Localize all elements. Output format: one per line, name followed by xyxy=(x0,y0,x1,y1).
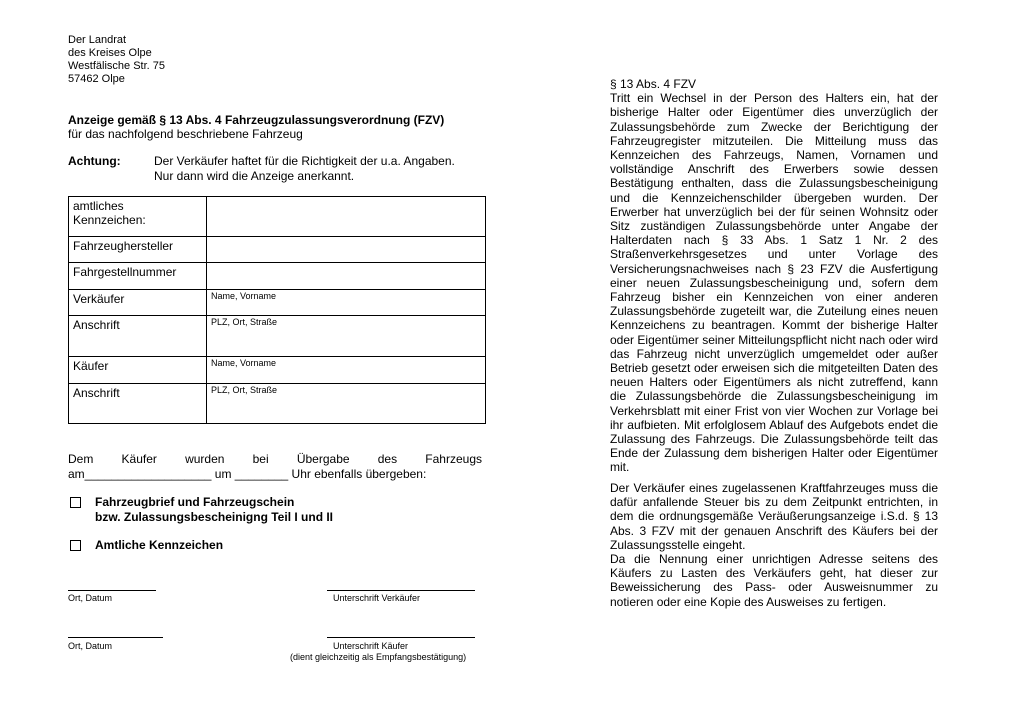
field-hint: Name, Vorname xyxy=(211,358,277,368)
handover-text xyxy=(68,452,482,482)
form-label xyxy=(69,197,207,237)
signature-caption: Ort, Datum xyxy=(68,593,113,603)
notice-line: Der Verkäufer haftet für die Richtigkeit der u.a. Angaben. xyxy=(154,154,455,168)
notice-text xyxy=(154,154,455,184)
tax-notice-section xyxy=(610,481,938,609)
hersteller-field[interactable] xyxy=(207,237,486,263)
form-label: Käufer xyxy=(69,357,207,384)
form-row-kennzeichen xyxy=(69,197,486,237)
verkaeufer-address-field[interactable] xyxy=(207,316,486,357)
form-label: Fahrgestellnummer xyxy=(69,263,207,290)
handover-line: Dem Käufer wurden bei Übergabe des Fahrzeugs xyxy=(68,452,482,466)
form-row-hersteller xyxy=(69,237,486,263)
form-label: Verkäufer xyxy=(69,290,207,316)
form-label: Fahrzeughersteller xyxy=(69,237,207,263)
fahrgestellnummer-field[interactable] xyxy=(207,263,486,290)
signature-line-kaeufer[interactable] xyxy=(327,637,475,638)
legal-heading: § 13 Abs. 4 FZV xyxy=(610,77,697,91)
address-line: 57462 Olpe xyxy=(68,73,125,85)
checkbox-label-line: bzw. Zulassungsbescheinigng Teil I und II xyxy=(95,510,334,524)
label-line: Kennzeichen: xyxy=(73,213,146,227)
signature-line-ort-datum-2[interactable] xyxy=(68,637,163,638)
label-line: amtliches xyxy=(73,199,124,213)
form-row-fgnr xyxy=(69,263,486,290)
form-label: Anschrift xyxy=(69,316,207,357)
checkbox-label-kennzeichen: Amtliche Kennzeichen xyxy=(95,538,224,552)
handover-line: am___________________ um ________ Uhr ebenfalls übergeben: xyxy=(68,467,427,481)
notice-line: Nur dann wird die Anzeige anerkannt. xyxy=(154,169,355,183)
field-hint: PLZ, Ort, Straße xyxy=(211,385,278,395)
signature-note: (dient gleichzeitig als Empfangsbestätigung) xyxy=(290,652,467,662)
form-row-anschrift-kaeufer xyxy=(69,384,486,424)
signature-line-ort-datum-1[interactable] xyxy=(68,590,156,591)
address-block xyxy=(68,34,165,86)
form-row-anschrift-verkaeufer xyxy=(69,316,486,357)
legal-section xyxy=(610,77,938,475)
tax-paragraph: Der Verkäufer eines zugelassenen Kraftfahrzeuges muss die dafür anfallende Steuer bis zu dem Zeitpunkt entrichten, in dem die ordnungsgemäße Veräußerungsanzeige i.S.d. § 13 Abs. 3 FZV mit der genauen Anschrift des Käufers bei der Zulassungsstelle eingeht. xyxy=(610,481,938,552)
vehicle-form xyxy=(68,196,486,424)
form-row-kaeufer xyxy=(69,357,486,384)
tax-paragraph: Da die Nennung einer unrichtigen Adresse seitens des Käufers zu Lasten des Verkäufers geht, hat dieser zur Beweissicherung des Pass- oder Ausweisnummer zu notieren oder eine Kopie des Ausweises zu fertigen. xyxy=(610,552,938,609)
signature-caption: Unterschrift Käufer xyxy=(333,641,409,651)
form-row-verkaeufer xyxy=(69,290,486,316)
address-line: Westfälische Str. 75 xyxy=(68,60,166,72)
field-hint: Name, Vorname xyxy=(211,291,277,301)
kaeufer-address-field[interactable] xyxy=(207,384,486,424)
notice-label: Achtung: xyxy=(68,154,121,168)
signature-line-verkaeufer[interactable] xyxy=(327,590,475,591)
address-line: Der Landrat xyxy=(68,34,127,46)
form-label: Anschrift xyxy=(69,384,207,424)
address-line: des Kreises Olpe xyxy=(68,47,152,59)
kennzeichen-field[interactable] xyxy=(207,197,486,237)
signature-caption: Ort, Datum xyxy=(68,641,113,651)
checkbox-fahrzeugbrief[interactable] xyxy=(70,497,81,508)
field-hint: PLZ, Ort, Straße xyxy=(211,317,278,327)
verkaeufer-name-field[interactable] xyxy=(207,290,486,316)
kaeufer-name-field[interactable] xyxy=(207,357,486,384)
legal-paragraph: Tritt ein Wechsel in der Person des Halters ein, hat der bisherige Halter oder Eigentümer dies unverzüglich der Zulassungsbehörde zum Zwecke der Berichtigung der Fahrzeugregister mitzuteilen. Die Mitteilung muss das Kennzeichen des Fahrzeugs, Namen, Vornamen und vollständige Anschrift des Erwerbers sowie dessen Bestätigung enthalten, dass die Zulassungsbescheinigung und die Kennzeichenschilder übergeben wurden. Der Erwerber hat unverzüglich bei der für seinen Wohnsitz oder Sitz zuständigen Zulassungsbehörde unter Angabe der Halterdaten nach § 33 Abs. 1 Satz 1 Nr. 2 des Straßenverkehrsgesetzes und unter Vorlage des Versicherungsnachweises nach § 23 FZV die Ausfertigung einer neuen Zulassungsbescheinigung und, sofern dem Fahrzeug bisher ein Kennzeichen von einer anderen Zulassungsbehörde zugeteilt war, die Zuteilung eines neuen Kennzeichens zu beantragen. Kommt der bisherige Halter oder Eigentümer seiner Mitteilungspflicht nicht nach oder wird das Fahrzeug nicht unverzüglich umgemeldet oder außer Betrieb gesetzt oder erweisen sich die mitgeteilten Daten des neuen Halters oder Eigentümers als nicht zutreffend, kann die Zulassungsbehörde die Zulassungsbescheinigung im Verkehrsblatt mit einer Frist von vier Wochen zur Vorlage bei ihr aufbieten. Mit erfolglosem Ablauf des Aufgebots endet die Zulassung des Fahrzeugs. Die Zulassungsbehörde teilt das Ende der Zulassung dem bisherigen Halter oder Eigentümer mit. xyxy=(610,91,938,475)
checkbox-kennzeichen[interactable] xyxy=(70,540,81,551)
checkbox-label-fahrzeugbrief xyxy=(95,495,333,525)
document-subtitle: für das nachfolgend beschriebene Fahrzeug xyxy=(68,127,303,141)
signature-caption: Unterschrift Verkäufer xyxy=(333,593,421,603)
checkbox-label-line: Fahrzeugbrief und Fahrzeugschein xyxy=(95,495,295,509)
document-title: Anzeige gemäß § 13 Abs. 4 Fahrzeugzulassungsverordnung (FZV) xyxy=(68,113,445,127)
